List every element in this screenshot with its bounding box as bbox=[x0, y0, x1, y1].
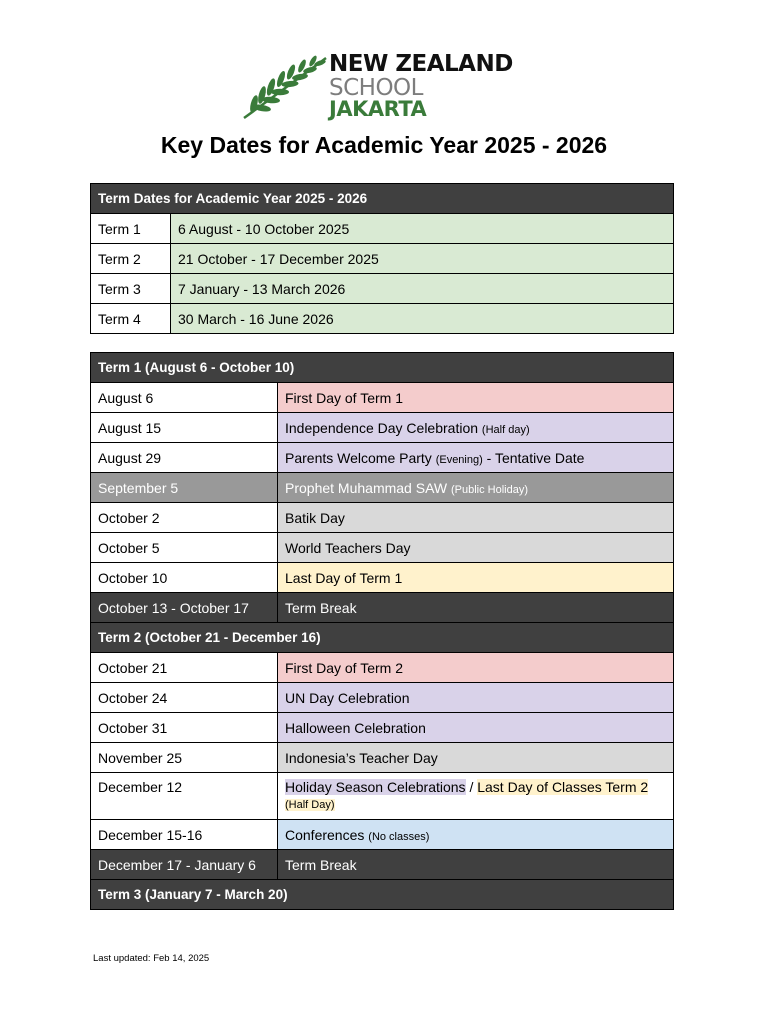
event-name: First Day of Term 2 bbox=[278, 653, 674, 683]
term1-header-row bbox=[91, 353, 674, 383]
table-row bbox=[91, 383, 674, 413]
event-date: November 25 bbox=[91, 743, 278, 773]
event-date: December 17 - January 6 bbox=[91, 850, 278, 880]
school-logo bbox=[240, 48, 540, 124]
term-dates: 21 October - 17 December 2025 bbox=[171, 244, 674, 274]
event-name: Indonesia’s Teacher Day bbox=[278, 743, 674, 773]
event-name: First Day of Term 1 bbox=[278, 383, 674, 413]
event-name: Conferences bbox=[285, 826, 365, 843]
event-name: World Teachers Day bbox=[278, 533, 674, 563]
event-date: October 21 bbox=[91, 653, 278, 683]
term2-header-row bbox=[91, 623, 674, 653]
event-date: August 6 bbox=[91, 383, 278, 413]
event-name: UN Day Celebration bbox=[278, 683, 674, 713]
table-row bbox=[91, 683, 674, 713]
event-name: Independence Day Celebration bbox=[285, 419, 479, 436]
table-row bbox=[91, 503, 674, 533]
table-row bbox=[91, 413, 674, 443]
table-row bbox=[91, 773, 674, 820]
term2-header: Term 2 (October 21 - December 16) bbox=[91, 623, 674, 653]
event-note: (Evening) bbox=[435, 453, 483, 466]
event-name: Batik Day bbox=[278, 503, 674, 533]
event-name: Parents Welcome Party bbox=[285, 449, 432, 466]
table-row bbox=[91, 274, 674, 304]
event-date: September 5 bbox=[91, 473, 278, 503]
term-dates: 6 August - 10 October 2025 bbox=[171, 214, 674, 244]
event-date: October 13 - October 17 bbox=[91, 593, 278, 623]
event-cell bbox=[278, 413, 674, 443]
table-row bbox=[91, 593, 674, 623]
event-date: August 15 bbox=[91, 413, 278, 443]
term-label: Term 4 bbox=[91, 304, 171, 334]
term-dates: 7 January - 13 March 2026 bbox=[171, 274, 674, 304]
table-row bbox=[91, 304, 674, 334]
event-date: October 10 bbox=[91, 563, 278, 593]
event-date: October 31 bbox=[91, 713, 278, 743]
event-name-2: Last Day of Classes Term 2 bbox=[477, 779, 649, 795]
term-dates-header: Term Dates for Academic Year 2025 - 2026 bbox=[91, 184, 674, 214]
term-dates: 30 March - 16 June 2026 bbox=[171, 304, 674, 334]
event-date: October 24 bbox=[91, 683, 278, 713]
event-cell bbox=[278, 473, 674, 503]
event-suffix: - Tentative Date bbox=[486, 449, 585, 466]
table-row bbox=[91, 563, 674, 593]
event-note: (Half day) bbox=[481, 423, 530, 436]
event-cell bbox=[278, 820, 674, 850]
logo-line-1: NEW ZEALAND bbox=[329, 51, 513, 77]
event-name: Last Day of Term 1 bbox=[278, 563, 674, 593]
logo-line-3: JAKARTA bbox=[329, 97, 427, 121]
term3-header: Term 3 (January 7 - March 20) bbox=[91, 880, 674, 910]
event-note: (No classes) bbox=[368, 830, 430, 843]
event-date: October 5 bbox=[91, 533, 278, 563]
table-row bbox=[91, 533, 674, 563]
event-note: (Half Day) bbox=[285, 799, 335, 811]
table-row bbox=[91, 473, 674, 503]
table-row bbox=[91, 244, 674, 274]
page-title: Key Dates for Academic Year 2025 - 2026 bbox=[160, 132, 608, 158]
term-dates-header-row bbox=[91, 184, 674, 214]
table-row bbox=[91, 850, 674, 880]
event-name: Prophet Muhammad SAW bbox=[285, 479, 448, 496]
table-row bbox=[91, 653, 674, 683]
event-note: (Public Holiday) bbox=[451, 483, 529, 496]
term-label: Term 2 bbox=[91, 244, 171, 274]
event-date: December 15-16 bbox=[91, 820, 278, 850]
event-name: Holiday Season Celebrations bbox=[285, 779, 466, 795]
fern-icon bbox=[240, 52, 330, 122]
event-cell bbox=[278, 443, 674, 473]
table-row bbox=[91, 820, 674, 850]
term-label: Term 1 bbox=[91, 214, 171, 244]
events-table bbox=[90, 352, 674, 910]
table-row bbox=[91, 443, 674, 473]
table-row bbox=[91, 214, 674, 244]
event-date: December 12 bbox=[91, 773, 278, 820]
event-name: Term Break bbox=[278, 593, 674, 623]
logo-line-2: SCHOOL bbox=[329, 75, 423, 101]
term-dates-table bbox=[90, 183, 674, 334]
event-name: Halloween Celebration bbox=[278, 713, 674, 743]
term-label: Term 3 bbox=[91, 274, 171, 304]
term3-header-row bbox=[91, 880, 674, 910]
event-date: October 2 bbox=[91, 503, 278, 533]
event-date: August 29 bbox=[91, 443, 278, 473]
event-cell bbox=[278, 773, 674, 820]
term1-header: Term 1 (August 6 - October 10) bbox=[91, 353, 674, 383]
event-name: Term Break bbox=[278, 850, 674, 880]
event-separator: / bbox=[469, 779, 474, 795]
table-row bbox=[91, 743, 674, 773]
last-updated: Last updated: Feb 14, 2025 bbox=[93, 953, 210, 964]
table-row bbox=[91, 713, 674, 743]
